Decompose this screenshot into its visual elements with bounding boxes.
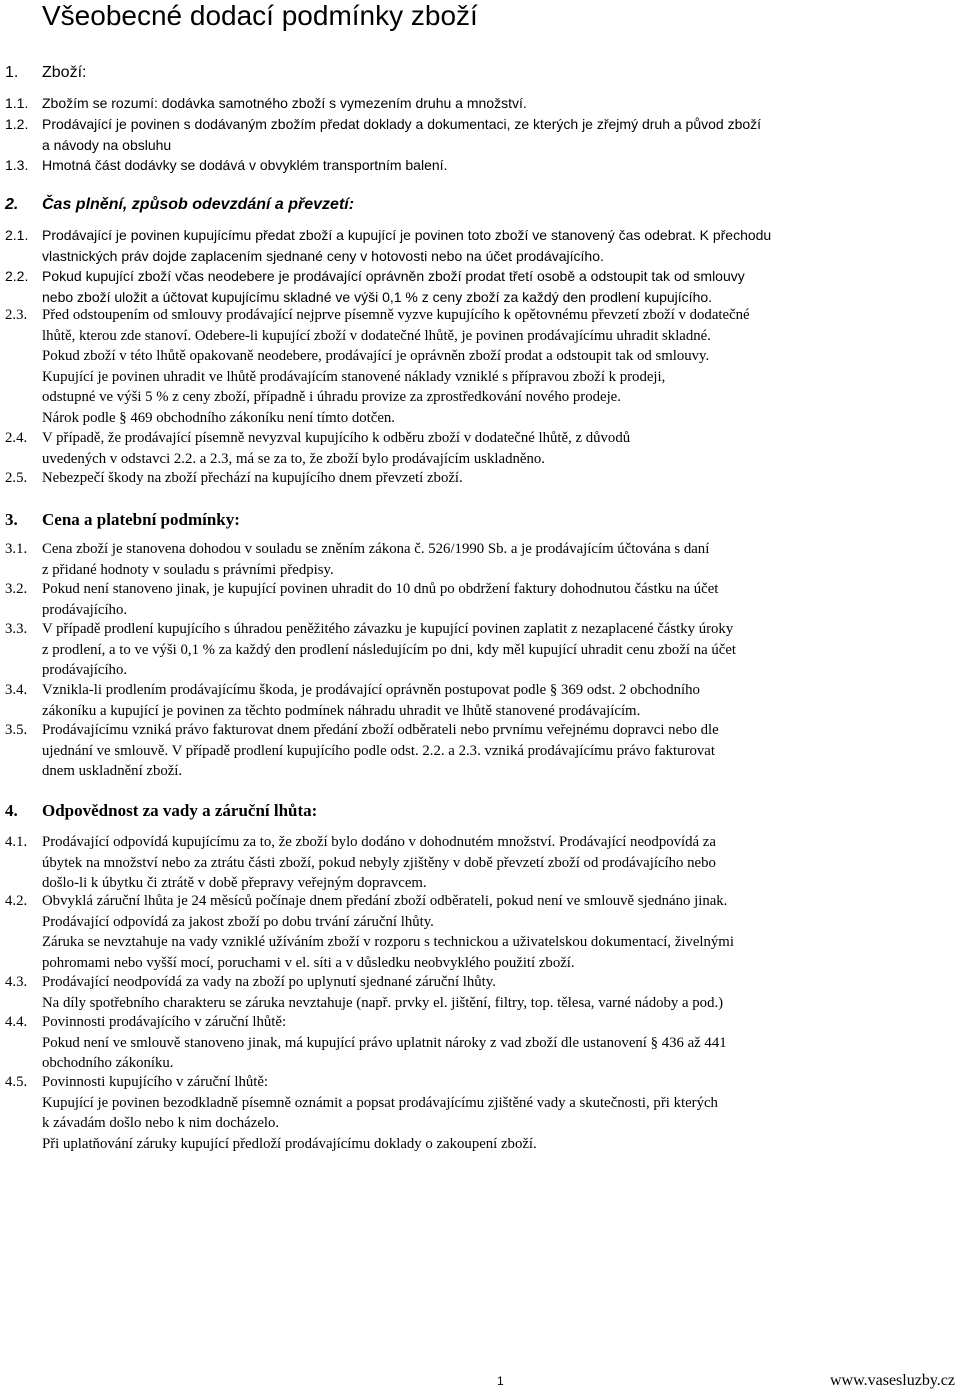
- clause-line: zákoníku a kupující je povinen za těchto podmínek náhradu uhradit ve lhůtě stanovené prodávajícím.: [42, 702, 641, 719]
- clause-4-5: [5, 1072, 955, 1154]
- clause-number: 1.1.: [5, 95, 29, 111]
- clause-line: Cena zboží je stanovena dohodou v souladu se zněním zákona č. 526/1990 Sb. a je prodávajícím účtována s daní: [42, 541, 710, 557]
- page-number: 1: [497, 1374, 504, 1388]
- clause-number: 2.5.: [5, 470, 28, 486]
- section-title: Odpovědnost za vady a záruční lhůta:: [42, 801, 318, 820]
- clause-3-5: [5, 720, 955, 782]
- clause-line: Při uplatňování záruky kupující předloží prodávajícímu doklady o zakoupení zboží.: [42, 1135, 537, 1152]
- clause-3-3: [5, 619, 955, 681]
- clause-4-2: [5, 891, 955, 973]
- clause-line: lhůtě, kterou zde stanoví. Odebere-li kupující zboží v dodatečné lhůtě, je povinen prodávajícímu uhradit skladné.: [42, 327, 711, 344]
- clause-line: Pokud zboží v této lhůtě opakovaně neodebere, prodávající je oprávněn zboží prodat a odstoupit tak od smlouvy.: [42, 348, 710, 364]
- clause-line: Kupující je povinen uhradit ve lhůtě prodávajícím stanovené náklady vzniklé s přípravou zboží k prodeji,: [42, 368, 666, 385]
- clause-1-2: [5, 114, 955, 155]
- clause-line: V případě, že prodávající písemně nevyzval kupujícího k odběru zboží v dodatečné lhůtě, z důvodů: [42, 430, 631, 446]
- clause-line: úbytek na množství nebo za ztrátu části zboží, pokud nebyly zjištěny v době převzetí zboží od prodávajícího nebo: [42, 854, 716, 871]
- clause-line: Obvyklá záruční lhůta je 24 měsíců počínaje dnem předání zboží odběrateli, pokud není ve smlouvě sjednáno jinak.: [42, 893, 728, 909]
- clause-number: 4.2.: [5, 893, 28, 909]
- clause-number: 4.1.: [5, 834, 28, 850]
- clause-number: 3.3.: [5, 621, 28, 637]
- section-number: 2.: [5, 196, 19, 213]
- clause-line: prodávajícího.: [42, 662, 128, 678]
- clause-3-1: [5, 539, 955, 580]
- clause-number: 1.2.: [5, 116, 29, 132]
- clause-line: pohromami nebo vyšší mocí, poruchami v el. síti a v důsledku neobvyklého použití zboží.: [42, 954, 575, 971]
- clause-line: Povinnosti kupujícího v záruční lhůtě:: [42, 1074, 269, 1090]
- clause-line: Pokud není ve smlouvě stanoveno jinak, má kupující právo uplatnit nároky z vad zboží dle ustanovení § 436 až 441: [42, 1034, 727, 1051]
- clause-number: 4.4.: [5, 1014, 28, 1030]
- clause-line: Před odstoupením od smlouvy prodávající nejprve písemně vyzve kupujícího k opětovnému převzetí zboží v dodatečné: [42, 307, 750, 323]
- clause-line: Prodávající odpovídá za jakost zboží po dobu trvání záruční lhůty.: [42, 913, 434, 930]
- clause-line: došlo-li k úbytku či ztrátě v době přepravy veřejným dopravcem.: [42, 875, 427, 891]
- clause-3-2: [5, 579, 955, 620]
- section-title: Zboží:: [42, 64, 87, 81]
- clause-line: Prodávající je povinen kupujícímu předat zboží a kupující je povinen toto zboží ve stanovený čas odebrat. K přechodu: [42, 227, 772, 243]
- clause-line: Vznikla-li prodlením prodávajícímu škoda, je prodávající oprávněn postupovat podle § 369 odst. 2 obchodního: [42, 682, 700, 698]
- clause-line: Prodávajícímu vzniká právo fakturovat dnem předání zboží odběrateli nebo prvnímu veřejnému dopravci nebo dle: [42, 722, 719, 738]
- clause-1-3: [5, 155, 955, 176]
- clause-line: nebo zboží uložit a účtovat kupujícímu skladné ve výši 0,1 % z ceny zboží za každý den prodlení kupujícího.: [42, 288, 713, 305]
- clause-number: 2.4.: [5, 430, 28, 446]
- clause-number: 4.5.: [5, 1074, 28, 1090]
- clause-2-2: [5, 266, 955, 307]
- clause-number: 3.4.: [5, 682, 28, 698]
- clause-line: dnem uskladnění zboží.: [42, 763, 183, 779]
- clause-number: 1.3.: [5, 157, 29, 173]
- clause-line: z prodlení, a to ve výši 0,1 % za každý den prodlení následujícím po dni, kdy měl kupující uhradit cenu zboží na účet: [42, 641, 737, 658]
- clause-2-1: [5, 225, 955, 266]
- clause-number: 2.3.: [5, 307, 28, 323]
- clause-3-4: [5, 680, 955, 721]
- clause-line: a návody na obsluhu: [42, 136, 172, 153]
- clause-1-1: [5, 93, 955, 114]
- clause-line: Prodávající neodpovídá za vady na zboží po uplynutí sjednané záruční lhůty.: [42, 974, 496, 990]
- clause-line: Kupující je povinen bezodkladně písemně oznámit a popsat prodávajícímu zjištěné vady a skutečnosti, při kterých: [42, 1094, 718, 1111]
- section-number: 3.: [5, 510, 18, 529]
- clause-line: vlastnických práv dojde zaplacením sjednané ceny v hotovosti nebo na účet prodávajícího.: [42, 247, 604, 264]
- clause-line: odstupné ve výši 5 % z ceny zboží, případně i úhradu provize za zprostředkování nového prodeje.: [42, 389, 621, 405]
- section-number: 1.: [5, 64, 19, 81]
- document-title: Všeobecné dodací podmínky zboží: [42, 0, 478, 31]
- clause-line: obchodního zákoníku.: [42, 1055, 174, 1071]
- clause-line: k závadám došlo nebo k nim docházelo.: [42, 1115, 280, 1131]
- clause-line: prodávajícího.: [42, 601, 128, 618]
- clause-line: Nebezpečí škody na zboží přechází na kupujícího dnem převzetí zboží.: [42, 470, 463, 486]
- clause-4-1: [5, 832, 955, 894]
- clause-number: 3.1.: [5, 541, 28, 557]
- clause-line: Povinnosti prodávajícího v záruční lhůtě:: [42, 1014, 287, 1030]
- clause-line: V případě prodlení kupujícího s úhradou peněžitého závazku je kupující povinen zaplatit z nezaplacené částky úroky: [42, 621, 734, 637]
- clause-line: Prodávající odpovídá kupujícímu za to, že zboží bylo dodáno v dohodnutém množství. Prodávající neodpovídá za: [42, 834, 716, 850]
- clause-line: uvedených v odstavci 2.2. a 2.3, má se za to, že zboží bylo prodávajícím uskladněno.: [42, 450, 545, 467]
- clause-number: 2.2.: [5, 268, 29, 284]
- clause-4-4: [5, 1012, 955, 1074]
- clause-line: Prodávající je povinen s dodávaným zbožím předat doklady a dokumentaci, ze kterých je zřejmý druh a původ zboží: [42, 116, 762, 132]
- section-title: Cena a platební podmínky:: [42, 510, 240, 529]
- clause-2-3: [5, 305, 955, 428]
- clause-line: Nárok podle § 469 obchodního zákoníku není tímto dotčen.: [42, 409, 396, 426]
- clause-number: 4.3.: [5, 974, 28, 990]
- footer-website: www.vasesluzby.cz: [830, 1372, 955, 1389]
- clause-number: 3.2.: [5, 581, 28, 597]
- section-title: Čas plnění, způsob odevzdání a převzetí:: [42, 196, 355, 213]
- clause-2-4: [5, 428, 955, 469]
- clause-line: Pokud není stanoveno jinak, je kupující povinen uhradit do 10 dnů po obdržení faktury dohodnutou částku na účet: [42, 581, 719, 597]
- section-number: 4.: [5, 801, 18, 820]
- clause-line: Hmotná část dodávky se dodává v obvyklém transportním balení.: [42, 157, 448, 173]
- clause-number: 2.1.: [5, 227, 29, 243]
- clause-line: Pokud kupující zboží včas neodebere je prodávající oprávněn zboží prodat třetí osobě a odstoupit tak od smlouvy: [42, 268, 745, 284]
- clause-line: Zbožím se rozumí: dodávka samotného zboží s vymezením druhu a množství.: [42, 95, 527, 111]
- clause-line: ujednání ve smlouvě. V případě prodlení kupujícího podle odst. 2.2. a 2.3. vzniká prodávajícímu právo fakturovat: [42, 742, 715, 759]
- clause-line: z přidané hodnoty v souladu s právními předpisy.: [42, 561, 334, 578]
- clause-4-3: [5, 972, 955, 1013]
- clause-line: Na díly spotřebního charakteru se záruka nevztahuje (např. prvky el. jištění, filtry, top. tělesa, varné nádoby a pod.): [42, 994, 724, 1011]
- clause-line: Záruka se nevztahuje na vady vzniklé užíváním zboží v rozporu s technickou a uživatelskou dokumentací, živelnými: [42, 934, 734, 950]
- clause-2-5: [5, 468, 955, 489]
- clause-number: 3.5.: [5, 722, 28, 738]
